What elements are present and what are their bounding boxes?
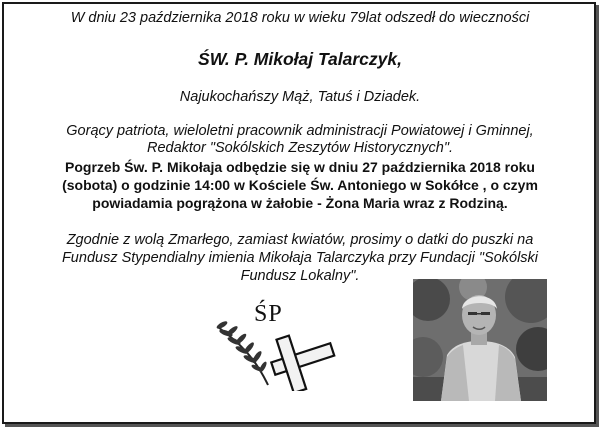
portrait-photo-icon xyxy=(413,279,547,401)
funeral-line-3: powiadamia pogrążona w żałobie - Żona Maria wraz z Rodziną. xyxy=(92,195,508,211)
funeral-info xyxy=(0,158,600,212)
donation-info xyxy=(0,231,600,285)
donation-line-1: Zgodnie z wolą Zmarłego, zamiast kwiatów, prosimy o datki do puszki na xyxy=(66,232,534,248)
intro-text: W dniu 23 października 2018 roku w wieku 79lat odszedł do wieczności xyxy=(70,10,530,26)
donation-line-2: Fundusz Stypendialny imienia Mikołaja Talarczyka przy Fundacji "Sokólski xyxy=(61,250,539,266)
funeral-line-2: (sobota) o godzinie 14:00 w Kościele Św. Antoniego w Sokółce , o czym xyxy=(62,177,538,193)
bio-line-2: Redaktor "Sokólskich Zeszytów Historycznych". xyxy=(146,140,454,156)
funeral-line-1: Pogrzeb Św. P. Mikołaja odbędzie się w dniu 27 października 2018 roku xyxy=(65,159,535,175)
donation-line-3: Fundusz Lokalny". xyxy=(240,268,360,284)
emblem-letters: ŚP xyxy=(254,301,283,327)
bio-line-1: Gorący patriota, wieloletni pracownik administracji Powiatowej i Gminnej, xyxy=(66,123,534,139)
family-roles: Najukochańszy Mąż, Tatuś i Dziadek. xyxy=(179,89,421,105)
cross-with-palm-branch-icon xyxy=(210,303,340,391)
deceased-name: ŚW. P. Mikołaj Talarczyk, xyxy=(198,49,402,69)
